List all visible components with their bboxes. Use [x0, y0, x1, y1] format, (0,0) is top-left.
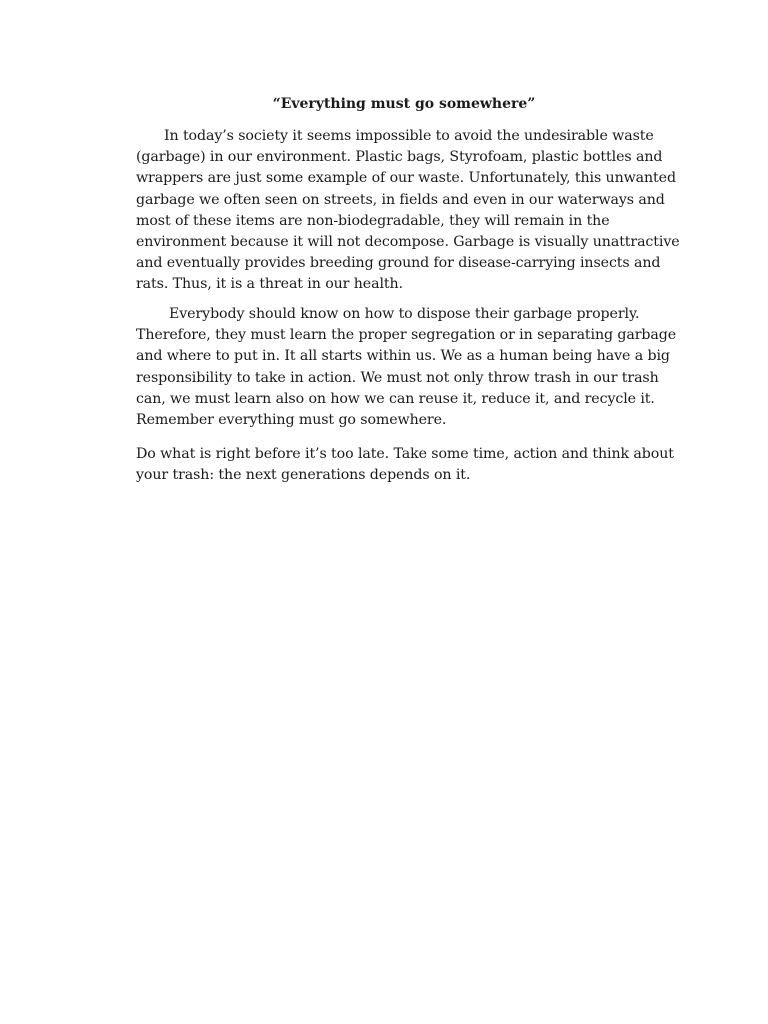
- paragraph-2: Everybody should know on how to dispose their garbage properly. Therefore, they must learn the proper segregation or in separating garbage and where to put in. It all starts within us. We as a human being have a big responsibility to take in action. We must not only throw trash in our trash can, we must learn also on how we can reuse it, reduce it, and recycle it. Remember everything must go somewhere.: [136, 306, 677, 429]
- paragraph-3: Do what is right before it’s too late. Take some time, action and think about your trash: the next generations depends on it.: [136, 446, 674, 484]
- document-title: “Everything must go somewhere”: [272, 96, 536, 112]
- paragraph-1: In today’s society it seems impossible to avoid the undesirable waste (garbage) in our environment. Plastic bags, Styrofoam, plastic bottles and wrappers are just some example of our waste. Unfortunately, this unwanted garbage we often seen on streets, in fields and even in our waterways and most of these items are non-biodegradable, they will remain in the environment because it will not decompose. Garbage is visually unattractive and eventually provides breeding ground for disease-carrying insects and rats. Thus, it is a threat in our health.: [136, 128, 680, 293]
